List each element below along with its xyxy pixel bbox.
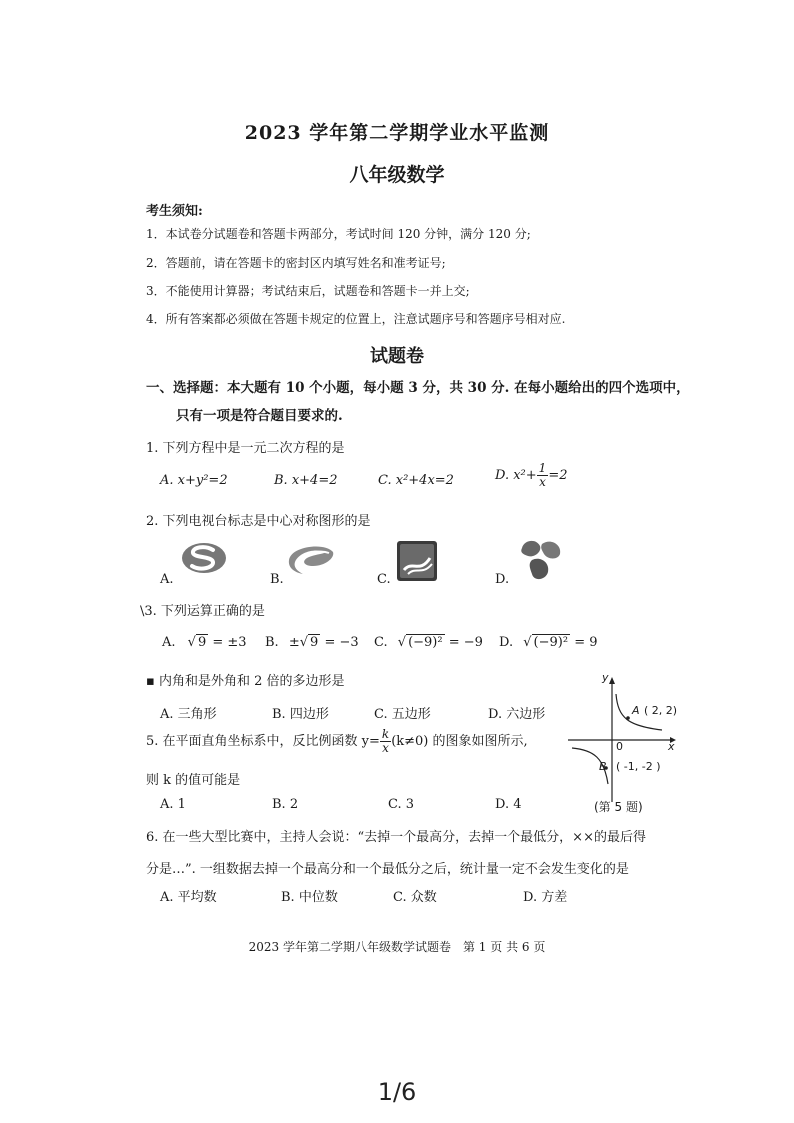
q4-stem: ▪ 内角和是外角和 2 倍的多边形是 xyxy=(146,674,345,689)
q3-option-c-radicand: (−9)² xyxy=(408,635,443,650)
radical-sign-icon: √ xyxy=(523,635,532,650)
paper-title: 试题卷 xyxy=(370,346,424,367)
q5-point-b-label: B xyxy=(599,760,607,773)
q4-option-b: B. 四边形 xyxy=(272,707,329,722)
q5-option-a: A. 1 xyxy=(160,797,186,812)
y-axis-arrow-icon xyxy=(609,677,615,684)
section-instruction-line1: 一、选择题：本大题有 10 个小题，每小题 3 分，共 30 分. 在每小题给出的四个选项中， xyxy=(146,380,690,396)
q2-logo-c xyxy=(396,540,438,586)
notice-heading: 考生须知: xyxy=(146,204,203,219)
q3-option-a xyxy=(162,635,247,650)
q6-stem-line1: 6. 在一些大型比赛中，主持人会说：“去掉一个最高分，去掉一个最低分，××的最后得 xyxy=(146,830,646,845)
q3-option-b xyxy=(265,635,359,650)
q6-option-d: D. 方差 xyxy=(523,890,568,905)
q5-option-d: D. 4 xyxy=(495,797,522,812)
q5-x-label: x xyxy=(668,740,675,753)
q5-stem-post: (k≠0) 的图象如图所示, xyxy=(391,734,528,749)
q2-option-d-label: D. xyxy=(495,572,510,587)
q5-y-label: y xyxy=(602,671,609,684)
q3-option-c xyxy=(374,635,483,650)
q3-option-d xyxy=(499,635,598,650)
q1-stem: 1. 下列方程中是一元二次方程的是 xyxy=(146,441,345,456)
radical-sign-icon: √ xyxy=(397,635,407,650)
q3-option-a-label: A. xyxy=(162,635,176,650)
exam-title: 2023 学年第二学期学业水平监测 xyxy=(244,122,550,144)
q1-option-c: C. x²+4x=2 xyxy=(378,473,454,488)
page-footer: 2023 学年第二学期八年级数学试题卷 第 1 页 共 6 页 xyxy=(248,940,546,954)
q1-option-a: A. x+y²=2 xyxy=(160,473,228,488)
q6-option-c: C. 众数 xyxy=(393,890,437,905)
q2-option-b-label: B. xyxy=(270,572,284,587)
q5-option-c: C. 3 xyxy=(388,797,415,812)
q2-logo-d xyxy=(518,538,564,586)
notice-item-2: 2．答题前，请在答题卡的密封区内填写姓名和准考证号; xyxy=(146,256,446,270)
q4-option-a: A. 三角形 xyxy=(160,707,217,722)
q3-option-b-result: = −3 xyxy=(324,635,359,650)
q3-option-a-radicand: 9 xyxy=(197,635,207,650)
exam-subtitle: 八年级数学 xyxy=(349,164,445,186)
q5-fraction-denominator: x xyxy=(382,741,389,755)
q5-fraction-numerator: k xyxy=(381,727,390,741)
q5-point-b-coord: ( -1, -2 ) xyxy=(616,760,661,773)
q3-option-b-label: B. xyxy=(265,635,279,650)
q6-option-b: B. 中位数 xyxy=(281,890,338,905)
page-indicator: 1/6 xyxy=(377,1078,417,1106)
q2-option-a-label: A. xyxy=(160,572,174,587)
q5-figure-caption: (第 5 题) xyxy=(594,800,643,814)
q2-option-c-label: C. xyxy=(377,572,391,587)
q1-option-d-numerator: 1 xyxy=(538,461,547,475)
notice-item-1: 1．本试卷分试题卷和答题卡两部分，考试时间 120 分钟，满分 120 分; xyxy=(146,227,531,241)
q5-stem-pre: 5. 在平面直角坐标系中，反比例函数 y= xyxy=(146,734,380,749)
q3-option-d-radicand: (−9)² xyxy=(533,635,569,650)
q3-option-c-result: = −9 xyxy=(448,635,483,650)
q5-fraction xyxy=(380,728,391,755)
q3-option-d-result: = 9 xyxy=(574,635,598,650)
q1-option-d-denominator: x xyxy=(539,475,546,489)
q5-stem-line2: 则 k 的值可能是 xyxy=(146,773,241,788)
notice-item-3: 3．不能使用计算器；考试结束后，试题卷和答题卡一并上交; xyxy=(146,284,470,298)
q2-logo-a xyxy=(180,540,228,580)
q4-option-d: D. 六边形 xyxy=(488,707,546,722)
q3-option-b-sign: ± xyxy=(288,635,300,650)
q1-option-d-prefix: D. x²+ xyxy=(495,468,537,483)
q5-option-b: B. 2 xyxy=(272,797,299,812)
point-a-marker xyxy=(626,716,630,720)
radical-sign-icon: √ xyxy=(187,635,196,650)
q5-origin-label: 0 xyxy=(616,740,623,753)
q1-option-d-suffix: =2 xyxy=(548,468,568,483)
radical-sign-icon: √ xyxy=(299,635,309,650)
section-instruction-line2: 只有一项是符合题目要求的. xyxy=(176,408,343,424)
q3-option-c-label: C. xyxy=(374,635,388,650)
q2-stem: 2. 下列电视台标志是中心对称图形的是 xyxy=(146,514,371,529)
q5-figure xyxy=(566,672,686,822)
q1-option-d-fraction xyxy=(537,462,549,489)
q3-option-d-label: D. xyxy=(499,635,514,650)
q5-point-a-label: A xyxy=(632,704,640,717)
q6-stem-line2: 分是…”. 一组数据去掉一个最高分和一个最低分之后，统计量一定不会发生变化的是 xyxy=(146,862,629,877)
q3-option-a-result: = ±3 xyxy=(212,635,247,650)
q5-point-a-coord: ( 2, 2) xyxy=(644,704,678,717)
q3-option-b-radicand: 9 xyxy=(310,635,319,650)
q5-stem xyxy=(146,728,528,755)
q2-logo-b xyxy=(285,540,337,580)
q4-option-c: C. 五边形 xyxy=(374,707,431,722)
q6-option-a: A. 平均数 xyxy=(160,890,217,905)
q3-stem: \3. 下列运算正确的是 xyxy=(140,604,265,619)
q1-option-b: B. x+4=2 xyxy=(274,473,338,488)
q1-option-d xyxy=(495,462,567,489)
notice-item-4: 4．所有答案都必须做在答题卡规定的位置上，注意试题序号和答题序号相对应. xyxy=(146,312,566,326)
